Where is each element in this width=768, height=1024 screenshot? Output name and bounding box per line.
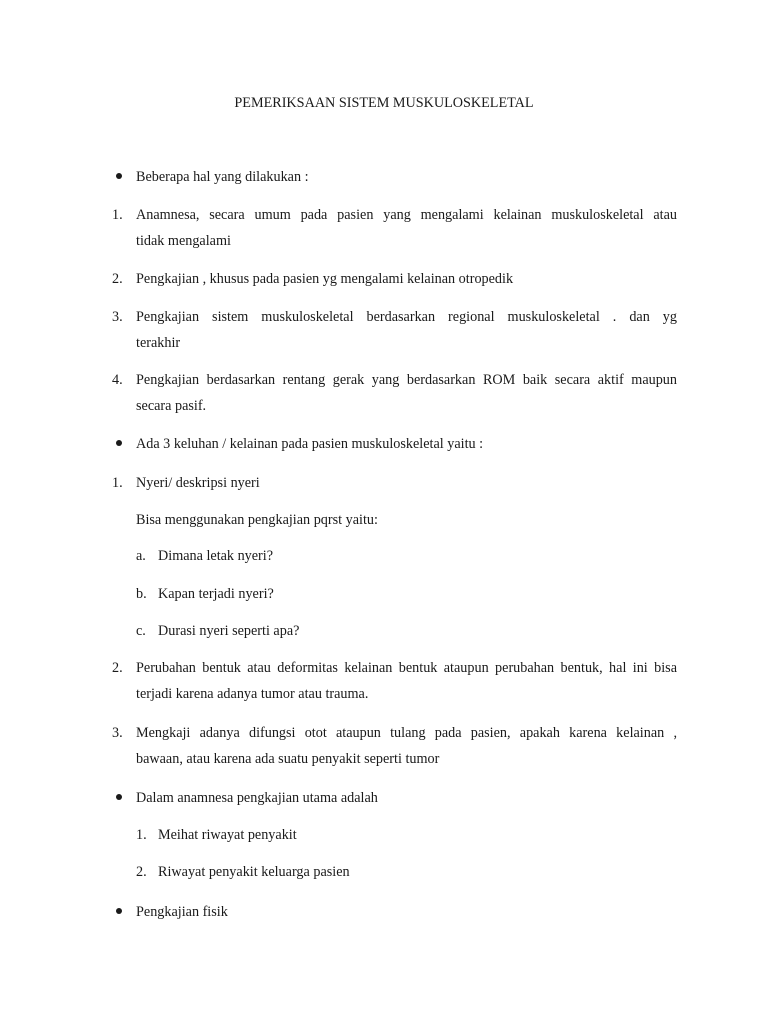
list-item-line: terakhir bbox=[136, 335, 181, 351]
section-heading: Pengkajian fisik bbox=[136, 904, 228, 920]
list-item-text: Nyeri/ deskripsi nyeri bbox=[136, 475, 260, 491]
list-item-line: Pengkajian berdasarkan rentang gerak yang berdasarkan ROM baik secara aktif maupun bbox=[136, 372, 677, 388]
sublist-item-text: Durasi nyeri seperti apa? bbox=[158, 623, 300, 639]
list-marker: 3. bbox=[112, 309, 123, 325]
sublist-item-text: Kapan terjadi nyeri? bbox=[158, 586, 274, 602]
sublist-marker: 2. bbox=[136, 864, 147, 880]
list-item-line: tidak mengalami bbox=[136, 233, 231, 249]
list-item-line: Mengkaji adanya difungsi otot ataupun tulang pada pasien, apakah karena kelainan , bbox=[136, 725, 677, 741]
list-item-text bbox=[136, 367, 677, 419]
list-marker: 1. bbox=[112, 475, 123, 491]
document-title: PEMERIKSAAN SISTEM MUSKULOSKELETAL bbox=[234, 95, 534, 111]
section-heading: Ada 3 keluhan / kelainan pada pasien muskuloskeletal yaitu : bbox=[136, 436, 484, 452]
section-heading: Dalam anamnesa pengkajian utama adalah bbox=[136, 790, 378, 806]
list-item-text bbox=[136, 202, 677, 254]
bullet-point bbox=[116, 440, 122, 446]
section-heading: Beberapa hal yang dilakukan : bbox=[136, 169, 309, 185]
sublist-marker: a. bbox=[136, 548, 146, 564]
pqrst-intro: Bisa menggunakan pengkajian pqrst yaitu: bbox=[136, 512, 378, 528]
list-item-line: terjadi karena adanya tumor atau trauma. bbox=[136, 686, 369, 702]
list-item-line: Pengkajian sistem muskuloskeletal berdasarkan regional muskuloskeletal . dan yg bbox=[136, 309, 677, 325]
bullet-point bbox=[116, 173, 122, 179]
bullet-point bbox=[116, 908, 122, 914]
list-item-line: Anamnesa, secara umum pada pasien yang mengalami kelainan muskuloskeletal atau bbox=[136, 207, 677, 223]
list-item-text bbox=[136, 304, 677, 356]
list-marker: 1. bbox=[112, 207, 123, 223]
list-marker: 3. bbox=[112, 725, 123, 741]
bullet-point bbox=[116, 794, 122, 800]
list-item-line: bawaan, atau karena ada suatu penyakit seperti tumor bbox=[136, 751, 440, 767]
list-marker: 4. bbox=[112, 372, 123, 388]
sublist-item-text: Dimana letak nyeri? bbox=[158, 548, 274, 564]
sublist-marker: 1. bbox=[136, 827, 147, 843]
list-item-text bbox=[136, 655, 677, 707]
sublist-marker: b. bbox=[136, 586, 147, 602]
list-marker: 2. bbox=[112, 271, 123, 287]
sublist-item-text: Meihat riwayat penyakit bbox=[158, 827, 297, 843]
list-item-text: Pengkajian , khusus pada pasien yg mengalami kelainan otropedik bbox=[136, 271, 514, 287]
list-item-line: secara pasif. bbox=[136, 398, 207, 414]
list-item-line: Perubahan bentuk atau deformitas kelainan bentuk ataupun perubahan bentuk, hal ini bisa bbox=[136, 660, 677, 676]
sublist-item-text: Riwayat penyakit keluarga pasien bbox=[158, 864, 350, 880]
sublist-marker: c. bbox=[136, 623, 146, 639]
list-item-text bbox=[136, 720, 677, 772]
list-marker: 2. bbox=[112, 660, 123, 676]
